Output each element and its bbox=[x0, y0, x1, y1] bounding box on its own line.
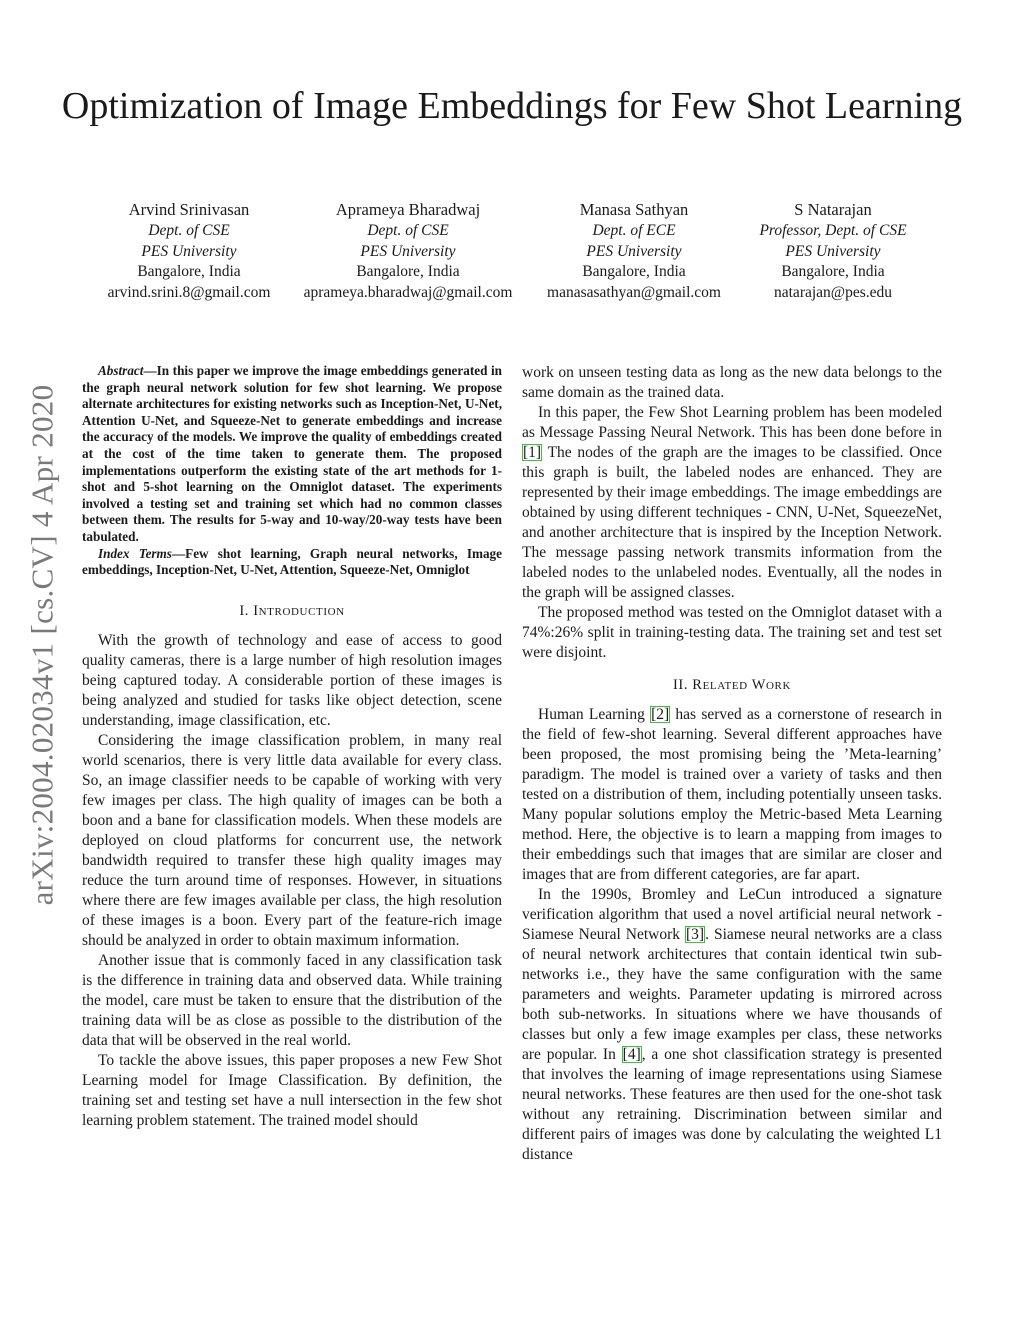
author-location: Bangalore, India bbox=[781, 263, 885, 281]
citation-link-3[interactable]: [3] bbox=[686, 926, 705, 943]
paragraph-text: In this paper, the Few Shot Learning problem has been modeled as Message Passing Neural Network. This has been done before in bbox=[522, 404, 942, 441]
author-3 bbox=[528, 200, 740, 304]
author-name: Manasa Sathyan bbox=[579, 200, 689, 219]
section-number: II. bbox=[672, 677, 689, 693]
arxiv-identifier-stamp bbox=[16, 360, 68, 930]
citation-link-1[interactable]: [1] bbox=[523, 444, 542, 461]
author-dept: Dept. of CSE bbox=[148, 221, 230, 239]
author-name: Aprameya Bharadwaj bbox=[335, 200, 481, 219]
section-title-rest: ORK bbox=[766, 680, 792, 692]
author-email[interactable]: manasasathyan@gmail.com bbox=[547, 284, 721, 302]
author-block bbox=[0, 200, 1024, 312]
right-column bbox=[522, 363, 942, 1165]
section-title-initial: W bbox=[751, 677, 766, 693]
section-heading-introduction bbox=[82, 601, 502, 622]
abstract-text: —In this paper we improve the image embeddings generated in the graph neural network solution for few shot learning. We propose alternate architectures for existing networks such as Inception-Net, U-Net, Attention U-Net, and Squeeze-Net to generate embeddings and increase the accuracy of the models. We improve the quality of embeddings created at the cost of the time taken to generate them. The proposed implementations outperform the existing state of the art methods for 1-shot and 5-shot learning on the Omniglot dataset. The experiments involved a testing set and training set which had no common classes between them. The results for 5-way and 10-way/20-way tests have been tabulated. bbox=[82, 363, 502, 544]
related-work-paragraph-1 bbox=[522, 705, 942, 885]
intro-paragraph-5 bbox=[522, 403, 942, 603]
author-email[interactable]: arvind.srini.8@gmail.com bbox=[107, 284, 271, 302]
arxiv-identifier-text: arXiv:2004.02034v1 [cs.CV] 4 Apr 2020 bbox=[24, 384, 59, 906]
paragraph-text: has served as a cornerstone of research in the field of few-shot learning. Several different approaches have been proposed, the most promising being the ’Meta-learning’ paradigm. The model is trained over a variety of tasks and then tested on a distribution of them, including potentially unseen tasks. Many popular solutions employ the Metric-based Meta Learning method. Here, the objective is to learn a mapping from images to their embeddings such that images that are similar are closer and images that are from different categories, are far apart. bbox=[522, 706, 942, 883]
left-column bbox=[82, 363, 502, 1131]
section-title-initial: I bbox=[253, 602, 259, 619]
author-name: S Natarajan bbox=[794, 200, 872, 219]
intro-paragraph-4: To tackle the above issues, this paper proposes a new Few Shot Learning model for Image Classification. By definition, the training set and testing set have a null intersection in the few shot learning problem statement. The trained model should bbox=[82, 1051, 502, 1129]
author-location: Bangalore, India bbox=[356, 263, 460, 281]
section-title-rest: ELATED bbox=[702, 680, 748, 692]
author-location: Bangalore, India bbox=[137, 263, 241, 281]
abstract bbox=[82, 363, 502, 546]
related-work-paragraph-2 bbox=[522, 885, 942, 1165]
section-number: I. bbox=[239, 602, 249, 619]
author-4 bbox=[737, 200, 929, 304]
citation-link-4[interactable]: [4] bbox=[622, 1046, 641, 1063]
intro-paragraph-3: Another issue that is commonly faced in any classification task is the difference in training data and observed data. While training the model, care must be taken to ensure that the distribution of the training data will be as close as possible to the distribution of the data that will be observed in the real world. bbox=[82, 951, 502, 1049]
author-university: PES University bbox=[785, 242, 881, 260]
index-terms bbox=[82, 546, 502, 579]
paragraph-text: In the 1990s, Bromley and LeCun introduced a signature verification algorithm that used a novel artificial neural network - Siamese Neural Network bbox=[522, 886, 942, 943]
author-dept: Dept. of ECE bbox=[592, 221, 676, 239]
author-university: PES University bbox=[586, 242, 682, 260]
index-terms-text: —Few shot learning, Graph neural networks, Image embeddings, Inception-Net, U-Net, Attention, Squeeze-Net, Omniglot bbox=[82, 545, 502, 578]
author-email[interactable]: natarajan@pes.edu bbox=[774, 284, 892, 302]
author-dept: Dept. of CSE bbox=[367, 221, 449, 239]
author-location: Bangalore, India bbox=[582, 263, 686, 281]
abstract-label: Abstract bbox=[98, 363, 144, 378]
paper-title: Optimization of Image Embeddings for Few Shot Learning bbox=[61, 85, 963, 127]
index-terms-label: Index Terms bbox=[98, 545, 172, 561]
author-university: PES University bbox=[360, 242, 456, 260]
section-heading-related-work bbox=[522, 675, 942, 696]
paragraph-text: . Siamese neural networks are a class of neural network architectures that contain identical twin sub-networks i.e., they have the same configuration with the same parameters and weights. Parameter updating is mirrored across both sub-networks. In situations where we have thousands of classes but only a few image examples per class, these networks are popular. In bbox=[522, 926, 942, 1063]
section-title-initial: R bbox=[692, 677, 703, 693]
author-university: PES University bbox=[141, 242, 237, 260]
intro-paragraph-4-continuation: work on unseen testing data as long as the new data belongs to the same domain as the trained data. bbox=[522, 364, 942, 401]
section-title-rest: NTRODUCTION bbox=[258, 605, 345, 618]
author-email[interactable]: aprameya.bharadwaj@gmail.com bbox=[303, 284, 513, 302]
paragraph-text: Human Learning bbox=[538, 706, 651, 723]
intro-paragraph-1: With the growth of technology and ease of access to good quality cameras, there is a large number of high resolution images being captured today. A considerable portion of these images is being analyzed and studied for tasks like object detection, scene understanding, image classification, etc. bbox=[82, 631, 502, 729]
author-name: Arvind Srinivasan bbox=[128, 200, 250, 219]
intro-paragraph-6: The proposed method was tested on the Omniglot dataset with a 74%:26% split in training-testing data. The training set and test set were disjoint. bbox=[522, 604, 942, 661]
paragraph-text: The nodes of the graph are the images to be classified. Once this graph is built, the labeled nodes are enhanced. They are represented by their image embeddings. The image embeddings are obtained by using different techniques - CNN, U-Net, SqueezeNet, and another architecture that is inspired by the Inception Network. The message passing network transmits information from the labeled nodes to the unlabeled nodes. Eventually, all the nodes in the graph will be assigned classes. bbox=[522, 444, 942, 601]
paragraph-text: , a one shot classification strategy is presented that involves the learning of image representations using Siamese neural networks. These features are then used for the one-shot task without any retraining. Discrimination between similar and different pairs of images was done by calculating the weighted L1 distance bbox=[522, 1046, 942, 1163]
author-dept: Professor, Dept. of CSE bbox=[759, 221, 907, 239]
author-2 bbox=[288, 200, 528, 304]
intro-paragraph-2: Considering the image classification problem, in many real world scenarios, there is very little data available for every class. So, an image classifier needs to be capable of working with very few images per class. The high quality of images can be both a boon and a bane for classification models. When these models are deployed on cloud platforms for concurrent use, the network bandwidth required to transfer these high quality images may reduce the turn around time of responses. However, in situations where there are few images available per class, the high resolution of these images is a boon. Every part of the feature-rich image should be analyzed in order to obtain maximum information. bbox=[82, 731, 502, 949]
author-1 bbox=[84, 200, 294, 304]
citation-link-2[interactable]: [2] bbox=[651, 706, 670, 723]
